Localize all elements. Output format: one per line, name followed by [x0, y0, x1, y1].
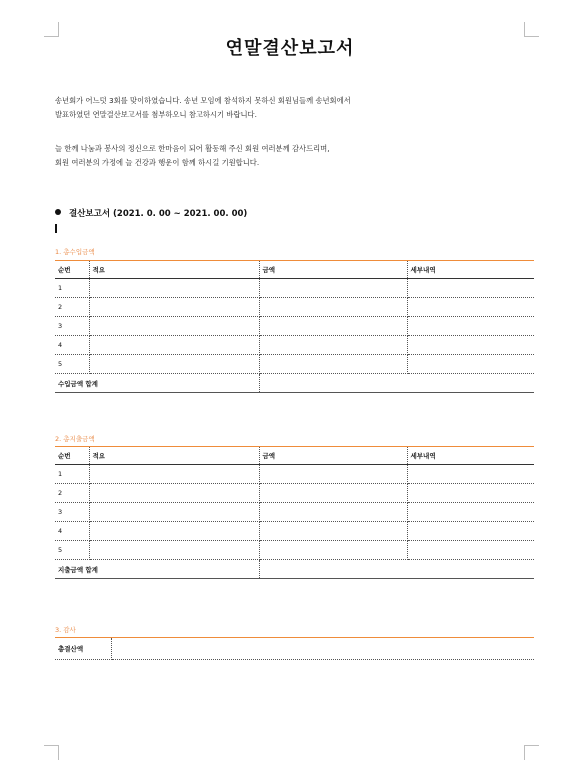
column-header-details: 세부내역	[407, 447, 534, 465]
expense-total-row	[55, 560, 534, 579]
audit-label: 총결산액	[55, 638, 111, 660]
details-cell[interactable]	[407, 317, 534, 336]
column-header-amount: 금액	[259, 447, 407, 465]
intro-line: 발표하였던 연말결산보고서를 첨부하오니 참고하시기 바랍니다.	[55, 110, 257, 119]
details-cell[interactable]	[407, 336, 534, 355]
table-row	[55, 465, 534, 484]
column-header-details: 세부내역	[407, 261, 534, 279]
summary-cell[interactable]	[89, 279, 259, 298]
amount-cell[interactable]	[259, 465, 407, 484]
row-number-cell: 3	[55, 317, 89, 336]
summary-cell[interactable]	[89, 355, 259, 374]
audit-table	[55, 637, 534, 660]
intro-paragraph-1	[55, 94, 535, 122]
details-cell[interactable]	[407, 298, 534, 317]
amount-cell[interactable]	[259, 503, 407, 522]
income-section-label: 1. 총수입금액	[55, 248, 95, 256]
bullet-icon	[55, 209, 61, 215]
summary-cell[interactable]	[89, 503, 259, 522]
row-number-cell: 5	[55, 355, 89, 374]
column-header-summary: 적요	[89, 261, 259, 279]
audit-value[interactable]	[111, 638, 534, 660]
amount-cell[interactable]	[259, 541, 407, 560]
summary-cell[interactable]	[89, 317, 259, 336]
details-cell[interactable]	[407, 484, 534, 503]
details-cell[interactable]	[407, 465, 534, 484]
summary-cell[interactable]	[89, 522, 259, 541]
text-cursor[interactable]	[55, 224, 57, 233]
summary-cell[interactable]	[89, 465, 259, 484]
expense-table	[55, 446, 534, 579]
table-row	[55, 355, 534, 374]
expense-section-label: 2. 총지출금액	[55, 435, 95, 443]
summary-cell[interactable]	[89, 336, 259, 355]
audit-section-label: 3. 감사	[55, 626, 76, 634]
report-heading-text: 결산보고서 (2021. 0. 00 ~ 2021. 00. 00)	[69, 209, 248, 219]
row-number-cell: 3	[55, 503, 89, 522]
amount-cell[interactable]	[259, 355, 407, 374]
details-cell[interactable]	[407, 355, 534, 374]
table-row	[55, 279, 534, 298]
column-header-amount: 금액	[259, 261, 407, 279]
table-row	[55, 317, 534, 336]
row-number-cell: 5	[55, 541, 89, 560]
amount-cell[interactable]	[259, 279, 407, 298]
report-heading	[55, 207, 247, 219]
table-row	[55, 541, 534, 560]
details-cell[interactable]	[407, 279, 534, 298]
row-number-cell: 1	[55, 279, 89, 298]
page-corner-mark-bottom-left	[44, 745, 59, 760]
table-row	[55, 336, 534, 355]
intro-line: 늘 한께 나눔과 봉사의 정신으로 한마음이 되어 활동해 주신 회원 여러분께 감사드리며,	[55, 144, 330, 153]
details-cell[interactable]	[407, 522, 534, 541]
summary-cell[interactable]	[89, 541, 259, 560]
details-cell[interactable]	[407, 503, 534, 522]
audit-row	[55, 638, 534, 660]
row-number-cell: 2	[55, 484, 89, 503]
summary-cell[interactable]	[89, 298, 259, 317]
intro-line: 회원 여러분의 가정에 늘 건강과 행운이 함께 하시길 기원합니다.	[55, 158, 260, 167]
income-total-label: 수입금액 합계	[55, 374, 259, 393]
amount-cell[interactable]	[259, 336, 407, 355]
amount-cell[interactable]	[259, 522, 407, 541]
table-row	[55, 503, 534, 522]
intro-paragraph-2	[55, 142, 535, 170]
expense-total-label: 지출금액 합계	[55, 560, 259, 579]
page-corner-mark-bottom-right	[524, 745, 539, 760]
document-title: 연말결산보고서	[225, 38, 355, 59]
income-total-value[interactable]	[259, 374, 534, 393]
amount-cell[interactable]	[259, 317, 407, 336]
column-header-summary: 적요	[89, 447, 259, 465]
amount-cell[interactable]	[259, 484, 407, 503]
column-header-number: 순번	[55, 261, 89, 279]
table-row	[55, 298, 534, 317]
income-header-row	[55, 261, 534, 279]
income-total-row	[55, 374, 534, 393]
column-header-number: 순번	[55, 447, 89, 465]
amount-cell[interactable]	[259, 298, 407, 317]
income-table	[55, 260, 534, 393]
expense-total-value[interactable]	[259, 560, 534, 579]
row-number-cell: 4	[55, 336, 89, 355]
row-number-cell: 4	[55, 522, 89, 541]
table-row	[55, 522, 534, 541]
row-number-cell: 2	[55, 298, 89, 317]
intro-line: 송년회가 어느덧 3회를 맞이하였습니다. 송년 모임에 참석하지 못하신 회원님들께 송년회에서	[55, 96, 351, 105]
details-cell[interactable]	[407, 541, 534, 560]
table-row	[55, 484, 534, 503]
expense-header-row	[55, 447, 534, 465]
row-number-cell: 1	[55, 465, 89, 484]
summary-cell[interactable]	[89, 484, 259, 503]
